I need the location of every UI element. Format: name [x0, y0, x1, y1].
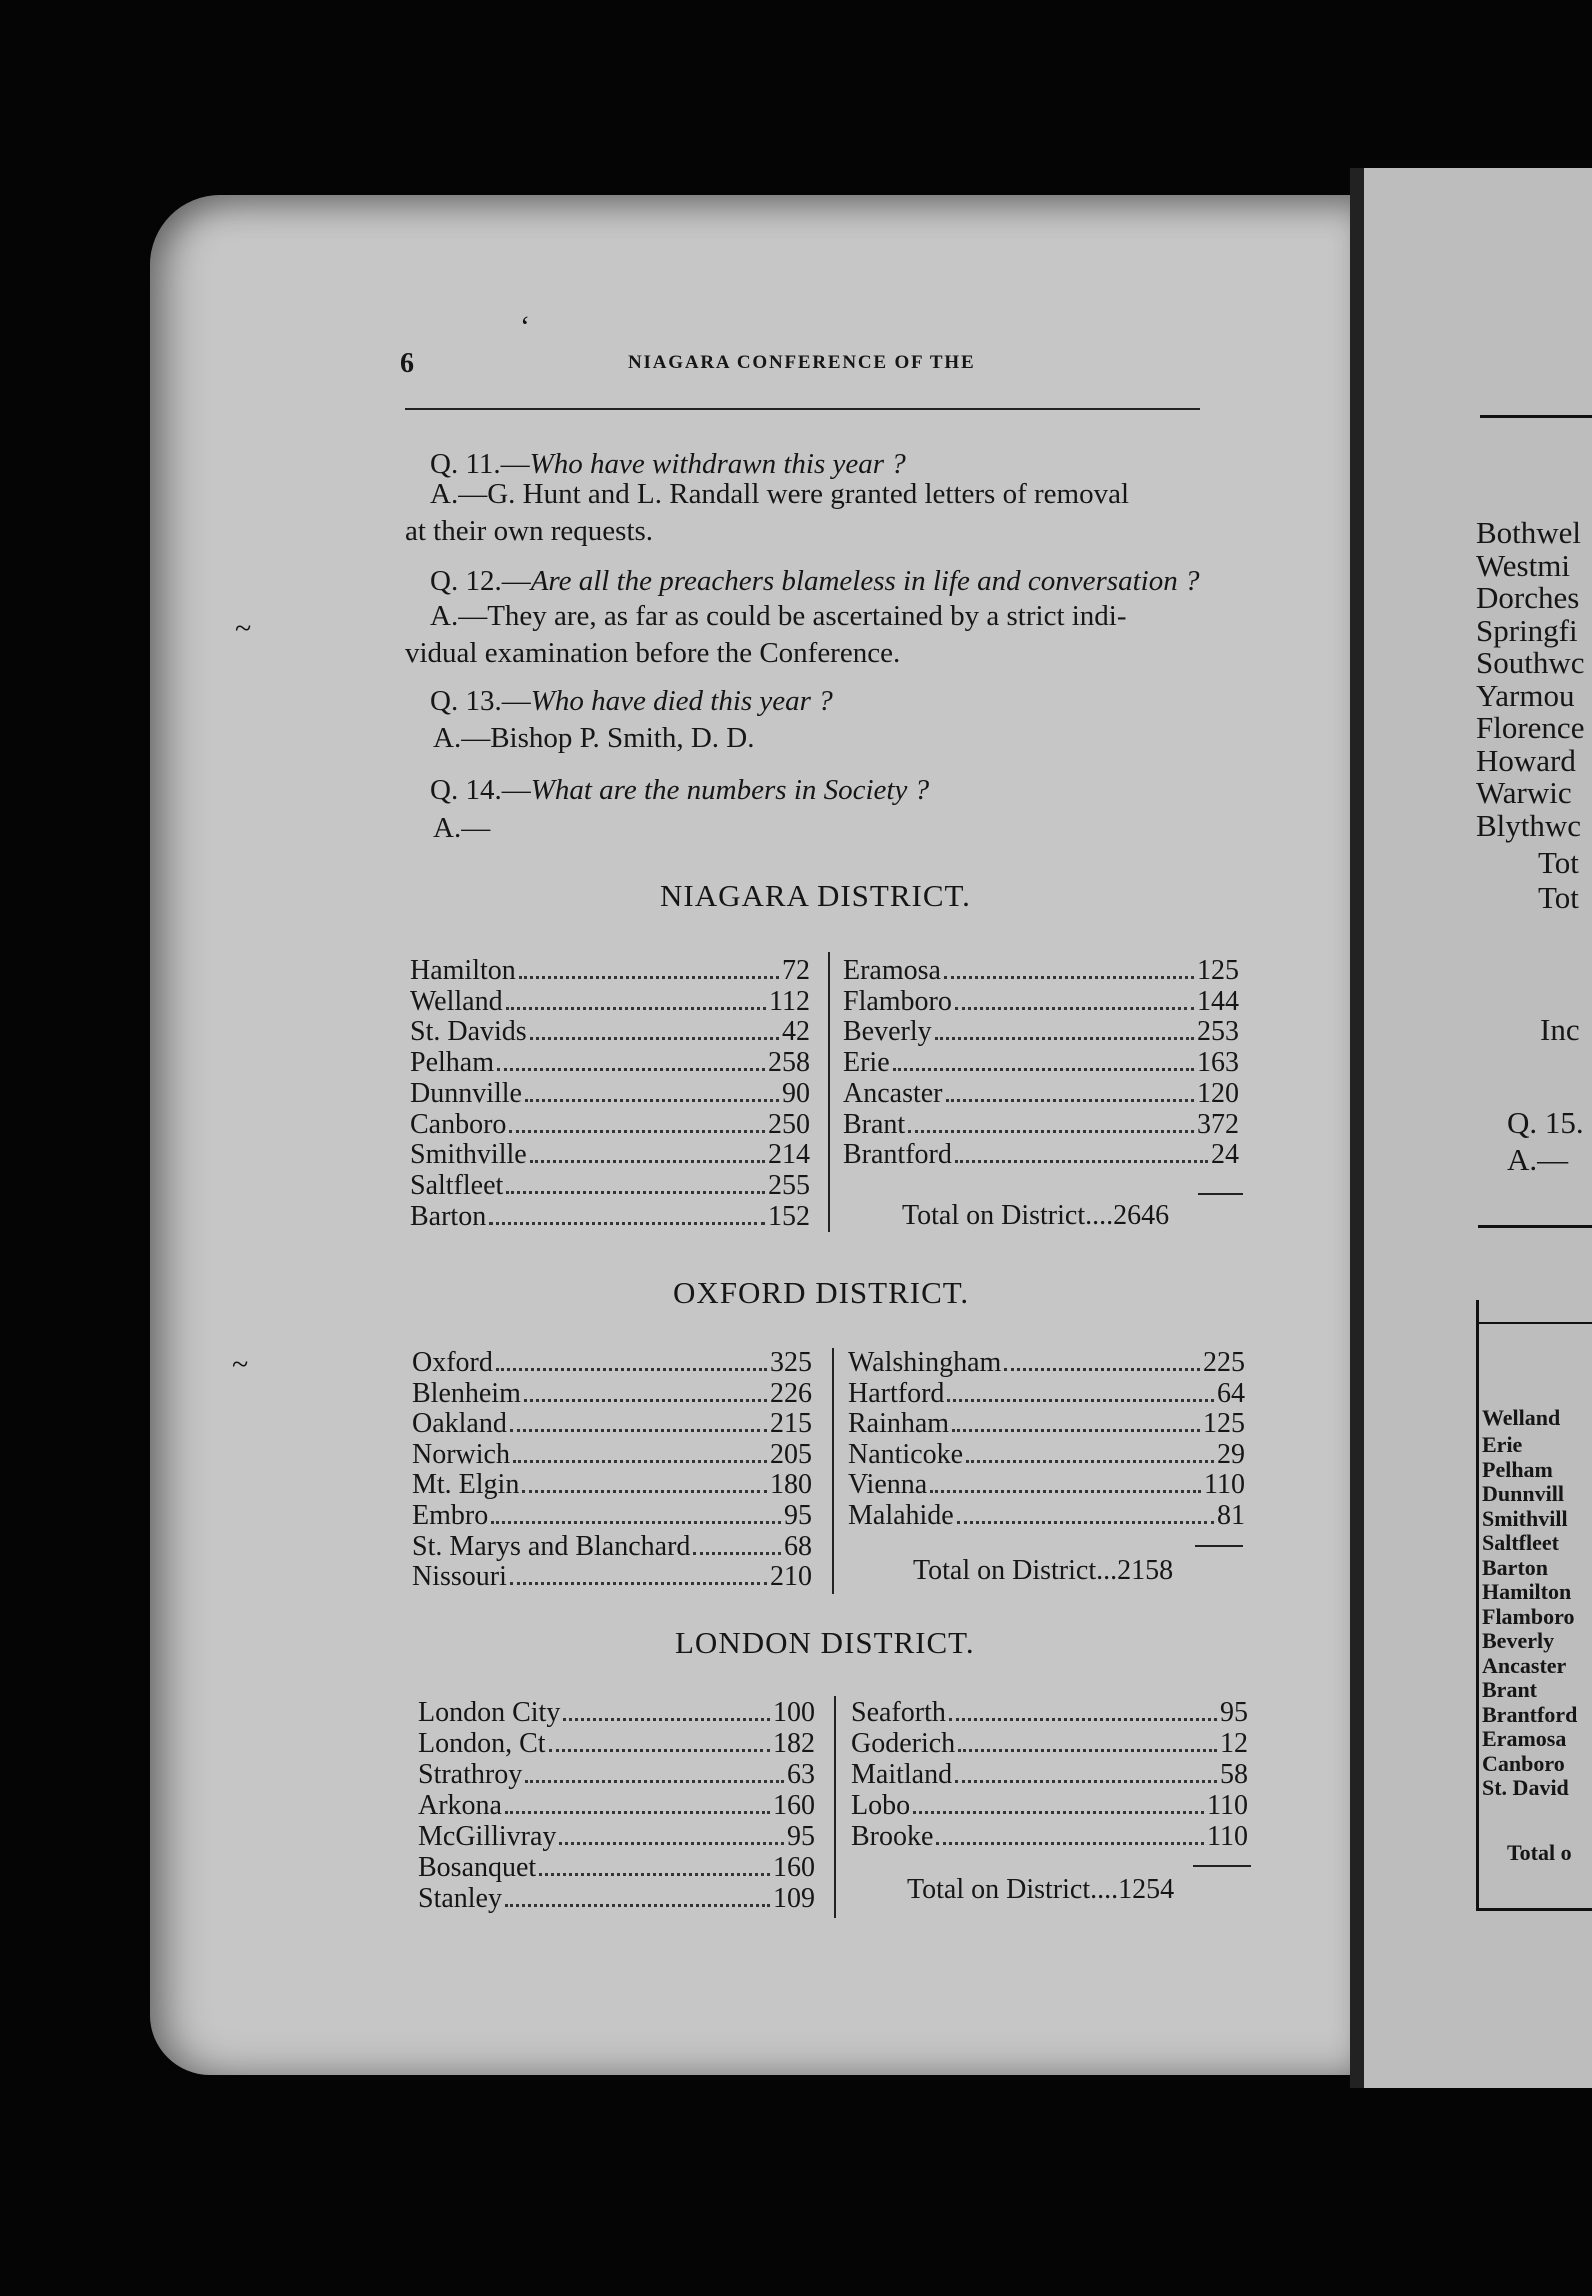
dot-leader: [505, 1811, 770, 1814]
answer-12: A.—They are, as far as could be ascertained by a strict indi- vidual examination before the Conference.: [405, 600, 1127, 669]
member-count: 125: [1203, 1408, 1245, 1440]
district-entry: [412, 1347, 812, 1378]
district-entry: [848, 1500, 1245, 1531]
member-count: 12: [1220, 1728, 1248, 1759]
district-entry: [848, 1439, 1245, 1470]
dot-leader: [497, 1068, 765, 1071]
dot-leader: [513, 1460, 767, 1463]
dot-leader: [496, 1368, 767, 1371]
place-name: Seaforth: [851, 1697, 946, 1728]
place-name: London City: [418, 1697, 561, 1728]
column-divider: [832, 1348, 834, 1594]
district-entry: [848, 1469, 1245, 1500]
district-entry: [418, 1790, 815, 1821]
district-entry: [843, 1078, 1239, 1109]
district-entry: [843, 986, 1239, 1017]
member-count: 110: [1204, 1469, 1245, 1501]
table-rule: [1476, 1908, 1592, 1911]
dot-leader: [530, 1160, 765, 1163]
place-name: Oxford: [412, 1347, 493, 1378]
table-row: Saltfleet: [1482, 1530, 1559, 1555]
district-entry: [851, 1697, 1248, 1728]
district-entry: [418, 1759, 815, 1790]
place-name: Howard: [1476, 742, 1576, 778]
table-total: Total o: [1507, 1840, 1572, 1865]
member-count: 42: [782, 1016, 810, 1048]
column-divider: [828, 952, 830, 1232]
place-name: Yarmou: [1476, 677, 1575, 713]
district-entry: [412, 1531, 812, 1562]
page-mark: ~: [235, 612, 252, 645]
table-row: Canboro: [1482, 1750, 1565, 1776]
answer-13: A.—Bishop P. Smith, D. D.: [433, 722, 755, 754]
place-name: Arkona: [418, 1790, 502, 1821]
district-entry: [410, 1016, 810, 1047]
member-count: 95: [784, 1500, 812, 1531]
table-row: Dunnvill: [1482, 1481, 1564, 1506]
place-name: Maitland: [851, 1759, 953, 1790]
place-name: Ancaster: [843, 1077, 943, 1109]
total-label: Tot: [1538, 880, 1579, 915]
dot-leader: [549, 1749, 770, 1752]
district-title-london: LONDON DISTRICT.: [675, 1625, 975, 1660]
district-entry: [418, 1821, 815, 1852]
member-count: 109: [773, 1883, 815, 1914]
place-name: Brant: [843, 1108, 906, 1140]
place-name: Florence: [1476, 710, 1585, 745]
district-entry: [410, 1139, 810, 1170]
table-row: Erie: [1482, 1432, 1523, 1457]
member-count: 64: [1217, 1377, 1245, 1409]
dot-leader: [955, 1160, 1208, 1163]
district-entry: [412, 1378, 812, 1409]
district-entry: [848, 1408, 1245, 1439]
place-name: Stanley: [418, 1883, 502, 1914]
member-count: 110: [1207, 1821, 1248, 1852]
member-count: 325: [770, 1347, 812, 1378]
header-rule: [1480, 415, 1592, 418]
district-entry: [410, 1201, 810, 1232]
dot-leader: [525, 1099, 779, 1102]
dot-leader: [957, 1521, 1214, 1524]
member-count: 24: [1211, 1139, 1239, 1171]
dot-leader: [506, 1007, 766, 1010]
member-count: 120: [1197, 1077, 1239, 1109]
place-name: Dunnville: [410, 1077, 522, 1109]
question-11: Q. 11.—Who have withdrawn this year ?: [430, 448, 906, 480]
dot-leader: [524, 1399, 767, 1402]
district-title-oxford: OXFORD DISTRICT.: [673, 1275, 970, 1310]
district-entry: [418, 1852, 815, 1883]
member-count: 180: [770, 1469, 812, 1501]
place-name: Canboro: [410, 1108, 507, 1140]
dot-leader: [563, 1718, 770, 1721]
place-name: Hamilton: [410, 955, 516, 986]
place-name: St. Marys and Blanchard: [412, 1530, 691, 1562]
district-entry: [848, 1347, 1245, 1378]
member-count: 72: [782, 955, 810, 986]
page-mark: ʻ: [520, 310, 530, 343]
dot-leader: [893, 1068, 1194, 1071]
member-count: 163: [1197, 1047, 1239, 1079]
member-count: 110: [1207, 1790, 1248, 1821]
district-total: Total on District...2158: [913, 1555, 1174, 1586]
place-name: Goderich: [851, 1728, 956, 1759]
member-count: 58: [1220, 1759, 1248, 1790]
member-count: 255: [768, 1169, 810, 1201]
member-count: 205: [770, 1438, 812, 1470]
district-entry: [843, 1016, 1239, 1047]
table-border: [1476, 1300, 1479, 1910]
page-number: 6: [400, 348, 414, 379]
dot-leader: [947, 1399, 1214, 1402]
dot-leader: [510, 1429, 767, 1432]
table-row: St. David: [1482, 1775, 1569, 1800]
place-name: McGillivray: [418, 1821, 557, 1852]
place-name: Saltfleet: [410, 1169, 504, 1201]
place-name: St. Davids: [410, 1016, 527, 1048]
total-label: Tot: [1538, 845, 1579, 880]
district-entry: [410, 986, 810, 1017]
district-entry: [843, 1139, 1239, 1170]
dot-leader: [936, 1842, 1204, 1845]
place-name: Eramosa: [843, 955, 941, 986]
place-name: Pelham: [410, 1047, 494, 1079]
dot-leader: [958, 1749, 1217, 1752]
place-name: Bosanquet: [418, 1852, 537, 1883]
member-count: 215: [770, 1408, 812, 1440]
member-count: 214: [768, 1139, 810, 1171]
place-name: Brooke: [851, 1821, 934, 1852]
dot-leader: [946, 1099, 1194, 1102]
district-entry: [410, 955, 810, 986]
member-count: 29: [1217, 1438, 1245, 1470]
question-12: Q. 12.—Are all the preachers blameless in life and conversation ?: [430, 565, 1200, 597]
member-count: 100: [773, 1697, 815, 1728]
district-entry: [848, 1378, 1245, 1409]
member-count: 95: [787, 1821, 815, 1852]
place-name: Westmi: [1476, 547, 1570, 583]
place-name: Hartford: [848, 1377, 945, 1409]
place-name: Vienna: [848, 1469, 928, 1501]
district-entry: [851, 1728, 1248, 1759]
district-entry: [843, 955, 1239, 986]
district-entry: [412, 1469, 812, 1500]
place-name: London, Ct: [418, 1728, 546, 1759]
member-count: 125: [1197, 955, 1239, 986]
member-count: 68: [784, 1530, 812, 1562]
place-name: Smithville: [410, 1139, 527, 1171]
place-name: Blenheim: [412, 1377, 521, 1409]
place-name: Barton: [410, 1200, 487, 1232]
place-name: Walshingham: [848, 1347, 1002, 1378]
district-entry: [851, 1790, 1248, 1821]
member-count: 81: [1217, 1500, 1245, 1531]
dot-leader: [955, 1780, 1217, 1783]
table-header: Welland: [1482, 1405, 1561, 1430]
district-entry: [412, 1439, 812, 1470]
question-15: Q. 15.: [1507, 1105, 1584, 1140]
dot-leader: [505, 1904, 770, 1907]
answer-11: A.—G. Hunt and L. Randall were granted letters of removal at their own requests.: [405, 478, 1130, 547]
member-count: 258: [768, 1047, 810, 1079]
district-entry: [410, 1109, 810, 1140]
dot-leader: [913, 1811, 1204, 1814]
dot-leader: [509, 1130, 765, 1133]
dot-leader: [908, 1130, 1194, 1133]
dot-leader: [539, 1873, 770, 1876]
district-title-niagara: NIAGARA DISTRICT.: [660, 878, 971, 913]
place-name: Mt. Elgin: [412, 1469, 520, 1501]
dot-leader: [952, 1429, 1200, 1432]
district-total: Total on District....1254: [907, 1874, 1175, 1905]
dot-leader: [519, 976, 779, 979]
place-name: Beverly: [843, 1016, 932, 1048]
table-rule: [1478, 1225, 1592, 1228]
district-entry: [410, 1078, 810, 1109]
member-count: 95: [1220, 1697, 1248, 1728]
dot-leader: [693, 1552, 781, 1555]
dot-leader: [530, 1037, 779, 1040]
header-rule: [405, 408, 1200, 410]
table-row: Hamilton: [1482, 1579, 1572, 1604]
place-name: Nissouri: [412, 1561, 507, 1593]
dot-leader: [966, 1460, 1214, 1463]
sum-rule: [1198, 1193, 1243, 1195]
place-name: Rainham: [848, 1408, 950, 1440]
answer-14: A.—: [433, 812, 491, 844]
page-gutter: [1350, 168, 1364, 2088]
member-count: 182: [773, 1728, 815, 1759]
member-count: 250: [768, 1108, 810, 1140]
table-row: Brantford: [1482, 1701, 1578, 1727]
place-name: Warwic: [1476, 775, 1572, 810]
dot-leader: [510, 1582, 767, 1585]
place-name: Dorches: [1476, 580, 1580, 615]
district-entry: [851, 1821, 1248, 1852]
page-mark: ~: [232, 1348, 249, 1381]
dot-leader: [491, 1521, 781, 1524]
place-name: Nanticoke: [848, 1438, 964, 1470]
dot-leader: [1004, 1368, 1200, 1371]
member-count: 63: [787, 1759, 815, 1790]
place-name: Southwc: [1476, 645, 1585, 680]
member-count: 160: [773, 1852, 815, 1883]
table-row: Brant: [1482, 1677, 1537, 1702]
district-entry: [843, 1047, 1239, 1078]
sum-rule: [1193, 1865, 1251, 1867]
district-entry: [418, 1883, 815, 1914]
table-row: Ancaster: [1482, 1652, 1567, 1678]
dot-leader: [955, 1007, 1194, 1010]
answer-15: A.—: [1507, 1142, 1569, 1177]
table-row: Barton: [1482, 1554, 1548, 1580]
district-entry: [412, 1408, 812, 1439]
table-row: Pelham: [1482, 1456, 1553, 1482]
running-title: NIAGARA CONFERENCE OF THE: [628, 352, 976, 373]
district-entry: [418, 1697, 815, 1728]
dot-leader: [522, 1490, 767, 1493]
place-name: Oakland: [412, 1408, 507, 1440]
member-count: 152: [768, 1200, 810, 1232]
member-count: 253: [1197, 1016, 1239, 1048]
dot-leader: [559, 1842, 784, 1845]
district-entry: [412, 1500, 812, 1531]
table-row: Smithvill: [1482, 1505, 1568, 1531]
place-name: Bothwel: [1476, 515, 1582, 550]
dot-leader: [506, 1191, 765, 1194]
place-name: Strathroy: [418, 1759, 523, 1790]
question-13: Q. 13.—Who have died this year ?: [430, 685, 833, 717]
sum-rule: [1195, 1545, 1243, 1547]
table-row: Eramosa: [1482, 1726, 1567, 1751]
district-entry: [851, 1759, 1248, 1790]
member-count: 160: [773, 1790, 815, 1821]
question-14: Q. 14.—What are the numbers in Society ?: [430, 774, 930, 806]
place-name: Brantford: [843, 1139, 952, 1171]
place-name: Springfi: [1476, 612, 1578, 648]
member-count: 225: [1203, 1347, 1245, 1378]
place-name: Erie: [843, 1047, 890, 1079]
place-name: Embro: [412, 1500, 489, 1531]
district-entry: [412, 1561, 812, 1592]
member-count: 372: [1197, 1108, 1239, 1140]
table-row: Beverly: [1482, 1628, 1555, 1653]
dot-leader: [935, 1037, 1194, 1040]
dot-leader: [949, 1718, 1217, 1721]
district-entry: [843, 1109, 1239, 1140]
place-name: Flamboro: [843, 985, 952, 1017]
member-count: 90: [782, 1077, 810, 1109]
place-name: Lobo: [851, 1790, 911, 1821]
member-count: 112: [769, 985, 810, 1017]
dot-leader: [525, 1780, 784, 1783]
increase-label: Inc: [1540, 1012, 1580, 1047]
dot-leader: [944, 976, 1194, 979]
place-name: Welland: [410, 985, 503, 1017]
place-name: Blythwc: [1476, 807, 1582, 843]
district-entry: [410, 1047, 810, 1078]
district-total: Total on District....2646: [902, 1200, 1170, 1231]
dot-leader: [930, 1490, 1201, 1493]
member-count: 144: [1197, 985, 1239, 1017]
dot-leader: [489, 1222, 765, 1225]
column-divider: [834, 1696, 836, 1918]
place-name: Norwich: [412, 1438, 510, 1470]
district-entry: [410, 1170, 810, 1201]
table-rule: [1476, 1322, 1592, 1324]
table-row: Flamboro: [1482, 1603, 1575, 1629]
place-name: Malahide: [848, 1500, 954, 1531]
member-count: 226: [770, 1377, 812, 1409]
member-count: 210: [770, 1561, 812, 1593]
district-entry: [418, 1728, 815, 1759]
